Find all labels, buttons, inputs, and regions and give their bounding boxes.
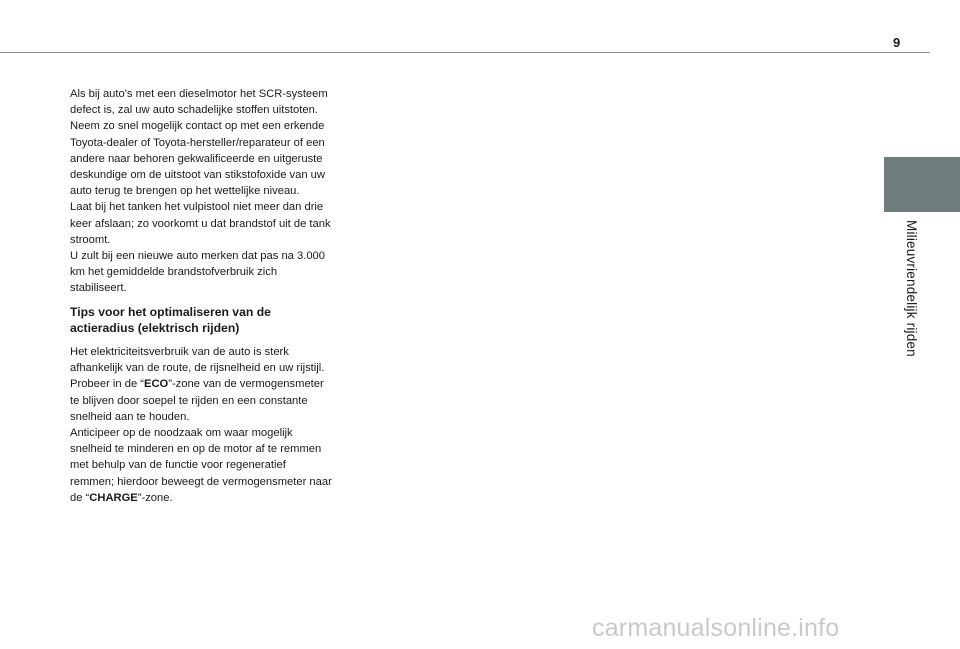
eco-text-before: Probeer in de “ bbox=[70, 378, 145, 391]
charge-text-before: Anticipeer op de noodzaak om waar mogelijk snelheid te minderen en op de motor af te remmen met behulp van de functie voor regeneratief remmen; hierdoor beweegt de vermogensmeter naar de “ bbox=[70, 427, 332, 504]
watermark: carmanualsonline.info bbox=[592, 614, 840, 642]
paragraph-eco-zone bbox=[70, 376, 332, 425]
page-number: 9 bbox=[893, 35, 901, 50]
charge-text-after: ”-zone. bbox=[137, 491, 173, 504]
charge-label: CHARGE bbox=[89, 491, 138, 504]
paragraph-consumption: U zult bij een nieuwe auto merken dat pas na 3.000 km het gemiddelde brandstofverbruik zich stabiliseert. bbox=[70, 250, 325, 295]
paragraph-scr: Als bij auto's met een dieselmotor het SCR-systeem defect is, zal uw auto schadelijke stoffen uitstoten. Neem zo snel mogelijk contact op met een erkende Toyota-dealer of Toyota-hersteller/reparateur of een andere naar behoren gekwalificeerde en uitgeruste deskundige om de uitstoot van stikstofoxide van uw auto terug te brengen op het wettelijke niveau. bbox=[70, 88, 328, 198]
paragraph-electricity: Het elektriciteitsverbruik van de auto is sterk afhankelijk van de route, de rijsnelheid en uw rijstijl. bbox=[70, 346, 325, 375]
main-content bbox=[70, 86, 332, 506]
eco-label: ECO bbox=[144, 378, 169, 391]
chapter-title: Milieuvriendelijk rijden bbox=[904, 220, 919, 357]
paragraph-refuel: Laat bij het tanken het vulpistool niet meer dan drie keer afslaan; zo voorkomt u dat brandstof uit de tank stroomt. bbox=[70, 201, 331, 246]
chapter-tab bbox=[884, 157, 960, 212]
eco-text-after: ”-zone van de vermogensmeter te blijven door soepel te rijden en een constante snelheid aan te houden. bbox=[70, 378, 324, 423]
header-rule bbox=[0, 52, 930, 53]
section-heading: Tips voor het optimaliseren van de actieradius (elektrisch rijden) bbox=[70, 304, 271, 335]
paragraph-charge-zone bbox=[70, 425, 332, 506]
